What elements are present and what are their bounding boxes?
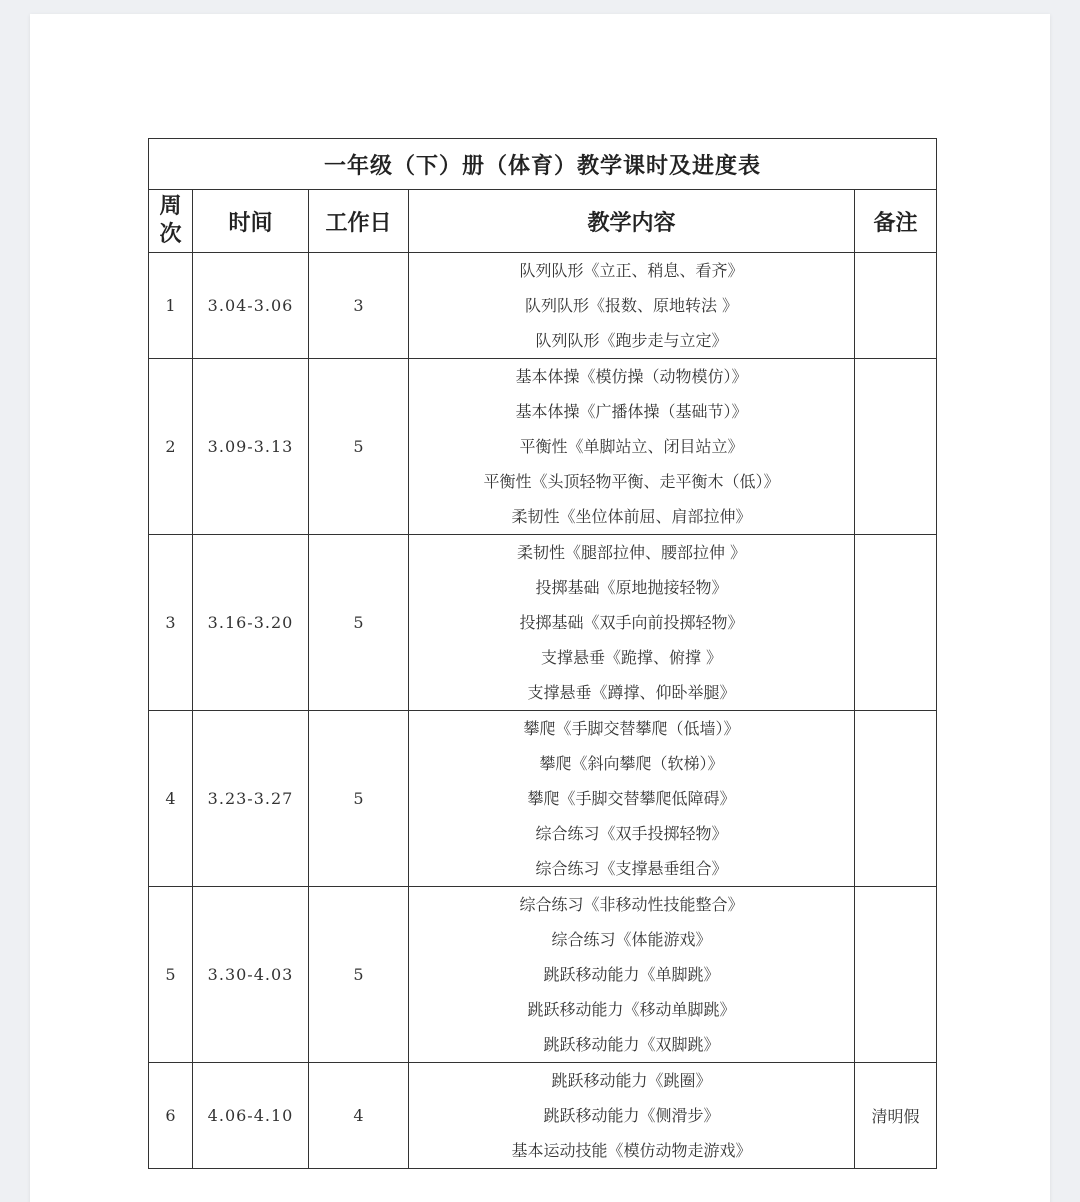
lesson-item: 综合练习《非移动性技能整合》: [519, 895, 744, 914]
workdays-cell: 5: [309, 535, 409, 711]
table-row: [149, 359, 937, 535]
content-cell: [409, 887, 855, 1063]
lesson-item: 平衡性《单脚站立、闭目站立》: [519, 437, 744, 456]
header-workdays: 工作日: [309, 190, 409, 253]
lesson-item: 攀爬《手脚交替攀爬（低墙）》: [523, 719, 740, 738]
lesson-item: 支撑悬垂《跪撑、俯撑 》: [540, 648, 723, 667]
table-row: [149, 1063, 937, 1169]
table-row: [149, 535, 937, 711]
time-cell: 3.04-3.06: [193, 253, 309, 359]
lesson-item: 基本运动技能《模仿动物走游戏》: [511, 1141, 752, 1160]
content-cell: [409, 359, 855, 535]
lesson-item: 跳跃移动能力《双脚跳》: [543, 1035, 720, 1054]
note-cell: [855, 359, 937, 535]
workdays-cell: 5: [309, 711, 409, 887]
time-cell: 4.06-4.10: [193, 1063, 309, 1169]
header-time: 时间: [193, 190, 309, 253]
note-cell: [855, 253, 937, 359]
lesson-item: 跳跃移动能力《移动单脚跳》: [527, 1000, 736, 1019]
table-row: [149, 253, 937, 359]
content-cell: [409, 253, 855, 359]
note-cell: [855, 887, 937, 1063]
lesson-item: 柔韧性《坐位体前屈、肩部拉伸》: [511, 507, 752, 526]
time-cell: 3.23-3.27: [193, 711, 309, 887]
lesson-item: 投掷基础《原地抛接轻物》: [535, 578, 728, 597]
document-page: [30, 14, 1050, 1202]
time-cell: 3.09-3.13: [193, 359, 309, 535]
content-cell: [409, 1063, 855, 1169]
lesson-item: 综合练习《双手投掷轻物》: [535, 824, 728, 843]
week-cell: 5: [149, 887, 193, 1063]
note-cell: [855, 711, 937, 887]
content-cell: [409, 711, 855, 887]
lesson-item: 投掷基础《双手向前投掷轻物》: [519, 613, 744, 632]
week-cell: 3: [149, 535, 193, 711]
lesson-item: 队列队形《立正、稍息、看齐》: [519, 261, 744, 280]
note-cell: 清明假: [855, 1063, 937, 1169]
note-cell: [855, 535, 937, 711]
header-week: [149, 190, 193, 253]
lesson-item: 基本体操《模仿操（动物模仿）》: [515, 367, 748, 386]
workdays-cell: 4: [309, 1063, 409, 1169]
table-row: [149, 711, 937, 887]
lesson-item: 平衡性《头顶轻物平衡、走平衡木（低）》: [483, 472, 780, 491]
week-cell: 2: [149, 359, 193, 535]
lesson-item: 跳跃移动能力《跳圈》: [551, 1071, 712, 1090]
time-cell: 3.16-3.20: [193, 535, 309, 711]
lesson-item: 基本体操《广播体操（基础节）》: [515, 402, 748, 421]
workdays-cell: 5: [309, 359, 409, 535]
table-row: [149, 887, 937, 1063]
table-title: 一年级（下）册（体育）教学课时及进度表: [149, 139, 937, 190]
schedule-table: [148, 138, 937, 1169]
week-cell: 4: [149, 711, 193, 887]
lesson-item: 队列队形《跑步走与立定》: [535, 331, 728, 350]
header-notes: 备注: [855, 190, 937, 253]
header-week-bottom: 次: [159, 222, 182, 247]
week-cell: 1: [149, 253, 193, 359]
header-week-top: 周: [159, 194, 182, 219]
header-content: 教学内容: [409, 190, 855, 253]
time-cell: 3.30-4.03: [193, 887, 309, 1063]
week-cell: 6: [149, 1063, 193, 1169]
lesson-item: 攀爬《手脚交替攀爬低障碍》: [527, 789, 736, 808]
workdays-cell: 5: [309, 887, 409, 1063]
lesson-item: 柔韧性《腿部拉伸、腰部拉伸 》: [516, 543, 747, 562]
workdays-cell: 3: [309, 253, 409, 359]
lesson-item: 综合练习《体能游戏》: [551, 930, 712, 949]
lesson-item: 队列队形《报数、原地转法 》: [524, 296, 739, 315]
title-row: [149, 139, 937, 190]
lesson-item: 支撑悬垂《蹲撑、仰卧举腿》: [527, 683, 736, 702]
lesson-item: 跳跃移动能力《侧滑步》: [543, 1106, 720, 1125]
lesson-item: 综合练习《支撑悬垂组合》: [535, 859, 728, 878]
lesson-item: 跳跃移动能力《单脚跳》: [543, 965, 720, 984]
lesson-item: 攀爬《斜向攀爬（软梯）》: [539, 754, 724, 773]
content-cell: [409, 535, 855, 711]
header-row: [149, 190, 937, 253]
